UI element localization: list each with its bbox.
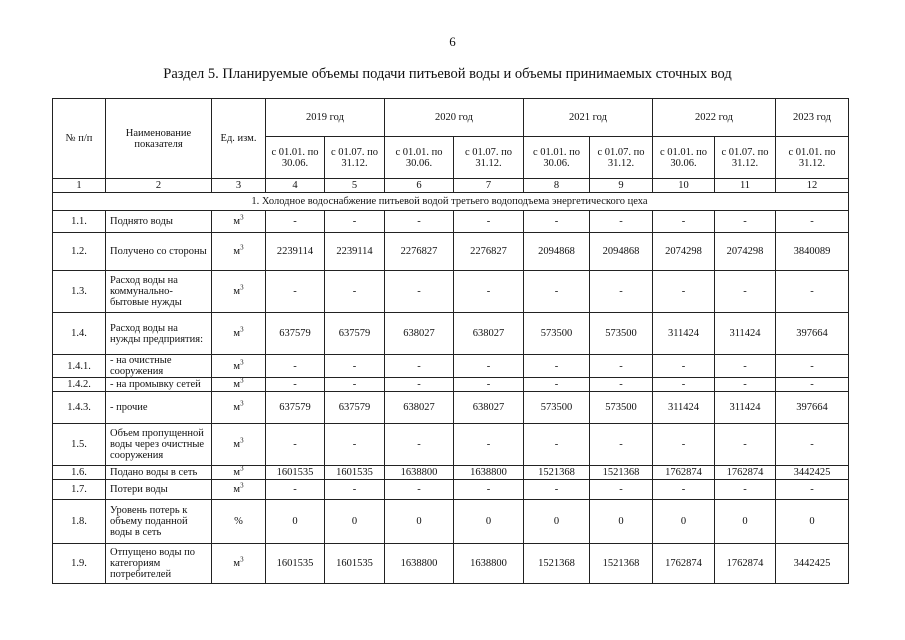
value-cell: - [715,211,776,233]
value-cell: - [524,271,590,313]
row-unit [212,424,266,466]
value-cell: 0 [524,500,590,544]
value-cell: - [776,355,849,378]
value-cell: - [653,378,715,392]
value-cell: 638027 [454,313,524,355]
value-cell: - [454,355,524,378]
unit-superscript: 3 [240,555,244,564]
value-cell: - [266,480,325,500]
table-row [53,466,849,480]
value-cell: 3442425 [776,466,849,480]
value-cell: - [454,211,524,233]
row-name: - на промывку сетей [106,378,212,392]
header-name: Наименование показателя [106,99,212,179]
unit-label: м [233,286,241,297]
unit-superscript: 3 [240,436,244,445]
unit-label: м [233,402,241,413]
value-cell: 2074298 [653,233,715,271]
column-number: 4 [266,179,325,193]
value-cell: 1762874 [715,466,776,480]
row-name: Поднято воды [106,211,212,233]
row-unit [212,233,266,271]
value-cell: - [524,480,590,500]
value-cell: 0 [325,500,385,544]
row-unit [212,500,266,544]
value-cell: - [325,424,385,466]
column-number: 11 [715,179,776,193]
header-year: 2023 год [776,99,849,137]
value-cell: - [385,378,454,392]
value-cell: 638027 [454,392,524,424]
row-number: 1.8. [53,500,106,544]
column-number: 3 [212,179,266,193]
value-cell: 637579 [266,313,325,355]
header-period: с 01.01. по 30.06. [653,137,715,179]
value-cell: - [653,424,715,466]
value-cell: - [715,378,776,392]
unit-label: м [233,360,241,372]
row-number: 1.2. [53,233,106,271]
value-cell: - [653,271,715,313]
value-cell: 638027 [385,392,454,424]
value-cell: 2094868 [590,233,653,271]
value-cell: 637579 [325,392,385,424]
row-number: 1.4.2. [53,378,106,392]
value-cell: - [325,378,385,392]
table-row [53,355,849,378]
value-cell: - [776,480,849,500]
header-year: 2022 год [653,99,776,137]
value-cell: 1601535 [325,544,385,584]
row-name: Расход воды на нужды предприятия: [106,313,212,355]
value-cell: 573500 [590,313,653,355]
header-period: с 01.01. по 31.12. [776,137,849,179]
value-cell: 1638800 [385,544,454,584]
header-year: 2021 год [524,99,653,137]
value-cell: - [776,271,849,313]
header-year: 2020 год [385,99,524,137]
value-cell: - [590,480,653,500]
value-cell: 0 [385,500,454,544]
value-cell: - [266,424,325,466]
value-cell: - [590,424,653,466]
value-cell: 2239114 [325,233,385,271]
table-row [53,378,849,392]
value-cell: - [385,480,454,500]
value-cell: 1521368 [524,466,590,480]
value-cell: - [524,211,590,233]
value-cell: - [590,378,653,392]
water-volume-table [52,98,849,584]
value-cell: 2276827 [385,233,454,271]
value-cell: - [454,378,524,392]
unit-label: м [233,379,241,390]
header-period: с 01.01. по 30.06. [524,137,590,179]
value-cell: - [524,355,590,378]
value-cell: 1521368 [590,544,653,584]
value-cell: 573500 [590,392,653,424]
unit-superscript: 3 [240,358,244,366]
value-cell: - [776,424,849,466]
unit-superscript: 3 [240,377,244,385]
table-row [53,233,849,271]
value-cell: 1762874 [715,544,776,584]
row-number: 1.1. [53,211,106,233]
value-cell: 1521368 [524,544,590,584]
value-cell: 2239114 [266,233,325,271]
value-cell: 0 [776,500,849,544]
value-cell: - [524,424,590,466]
row-unit [212,544,266,584]
header-period: с 01.07. по 31.12. [715,137,776,179]
unit-superscript: 3 [240,283,244,292]
table-row [53,544,849,584]
row-name: - на очистные сооружения [106,355,212,378]
column-number: 6 [385,179,454,193]
header-period: с 01.01. по 30.06. [385,137,454,179]
unit-label: м [233,439,241,450]
page-number: 6 [449,34,456,49]
value-cell: 311424 [715,313,776,355]
value-cell: 637579 [325,313,385,355]
section-title: Раздел 5. Планируемые объемы подачи питьевой воды и объемы принимаемых сточных вод [163,66,732,82]
unit-label: м [233,246,241,257]
header-unit: Ед. изм. [212,99,266,179]
header-year: 2019 год [266,99,385,137]
header-period: с 01.01. по 30.06. [266,137,325,179]
value-cell: - [454,480,524,500]
value-cell: - [653,355,715,378]
value-cell: 2276827 [454,233,524,271]
value-cell: 638027 [385,313,454,355]
value-cell: 0 [715,500,776,544]
column-number: 2 [106,179,212,193]
row-name: Отпущено воды по категориям потребителей [106,544,212,584]
value-cell: 3840089 [776,233,849,271]
value-cell: 573500 [524,392,590,424]
row-number: 1.7. [53,480,106,500]
row-name: Потери воды [106,480,212,500]
header-period: с 01.07. по 31.12. [590,137,653,179]
value-cell: - [653,480,715,500]
value-cell: - [385,211,454,233]
value-cell: 1638800 [454,544,524,584]
row-unit [212,211,266,233]
value-cell: - [454,271,524,313]
row-name: Объем пропущенной воды через очистные сооружения [106,424,212,466]
value-cell: - [715,271,776,313]
row-unit [212,271,266,313]
column-number: 10 [653,179,715,193]
unit-label: м [233,558,241,569]
row-number: 1.4.1. [53,355,106,378]
value-cell: 1601535 [325,466,385,480]
unit-label: % [234,516,243,527]
row-name: Уровень потерь к объему поданной воды в сеть [106,500,212,544]
unit-superscript: 3 [240,465,244,473]
unit-label: м [233,328,241,339]
unit-label: м [233,484,241,495]
value-cell: 1762874 [653,466,715,480]
column-number: 7 [454,179,524,193]
value-cell: 1601535 [266,544,325,584]
value-cell: 1638800 [385,466,454,480]
value-cell: - [590,271,653,313]
value-cell: 637579 [266,392,325,424]
table-row [53,500,849,544]
column-number: 12 [776,179,849,193]
column-number: 9 [590,179,653,193]
value-cell: - [385,271,454,313]
row-number: 1.5. [53,424,106,466]
value-cell: 0 [454,500,524,544]
header-num: № п/п [53,99,106,179]
value-cell: - [385,355,454,378]
value-cell: - [776,211,849,233]
row-number: 1.4. [53,313,106,355]
column-number: 5 [325,179,385,193]
value-cell: 1638800 [454,466,524,480]
row-name: - прочие [106,392,212,424]
value-cell: - [590,355,653,378]
column-number: 1 [53,179,106,193]
row-unit [212,355,266,378]
row-unit [212,392,266,424]
value-cell: - [715,355,776,378]
unit-superscript: 3 [240,325,244,334]
value-cell: 573500 [524,313,590,355]
unit-superscript: 3 [240,213,244,222]
value-cell: - [715,424,776,466]
value-cell: 1521368 [590,466,653,480]
unit-superscript: 3 [240,399,244,408]
value-cell: - [715,480,776,500]
value-cell: 1762874 [653,544,715,584]
header-period: с 01.07. по 31.12. [454,137,524,179]
table-row [53,392,849,424]
unit-label: м [233,216,241,227]
value-cell: - [454,424,524,466]
table-row [53,271,849,313]
value-cell: - [266,271,325,313]
value-cell: - [266,211,325,233]
value-cell: 397664 [776,313,849,355]
value-cell: - [524,378,590,392]
section-row: 1. Холодное водоснабжение питьевой водой третьего водоподъема энергетического цеха [53,193,849,211]
row-number: 1.3. [53,271,106,313]
row-name: Получено со стороны [106,233,212,271]
value-cell: 311424 [715,392,776,424]
column-number: 8 [524,179,590,193]
table-row [53,313,849,355]
value-cell: - [776,378,849,392]
header-period: с 01.07. по 31.12. [325,137,385,179]
value-cell: 2094868 [524,233,590,271]
value-cell: 0 [266,500,325,544]
unit-superscript: 3 [240,481,244,490]
value-cell: 311424 [653,313,715,355]
value-cell: - [385,424,454,466]
value-cell: 311424 [653,392,715,424]
value-cell: 397664 [776,392,849,424]
row-unit [212,313,266,355]
unit-superscript: 3 [240,243,244,252]
value-cell: - [653,211,715,233]
row-unit [212,480,266,500]
value-cell: - [325,355,385,378]
table-row [53,211,849,233]
row-unit [212,378,266,392]
value-cell: 0 [590,500,653,544]
value-cell: - [325,480,385,500]
row-unit [212,466,266,480]
row-name: Подано воды в сеть [106,466,212,480]
value-cell: - [266,355,325,378]
row-number: 1.6. [53,466,106,480]
row-number: 1.9. [53,544,106,584]
value-cell: 3442425 [776,544,849,584]
value-cell: 2074298 [715,233,776,271]
value-cell: - [325,211,385,233]
table-row [53,480,849,500]
value-cell: - [325,271,385,313]
table-row [53,424,849,466]
row-number: 1.4.3. [53,392,106,424]
value-cell: - [266,378,325,392]
unit-label: м [233,467,241,478]
value-cell: 1601535 [266,466,325,480]
value-cell: 0 [653,500,715,544]
row-name: Расход воды на коммунально-бытовые нужды [106,271,212,313]
value-cell: - [590,211,653,233]
